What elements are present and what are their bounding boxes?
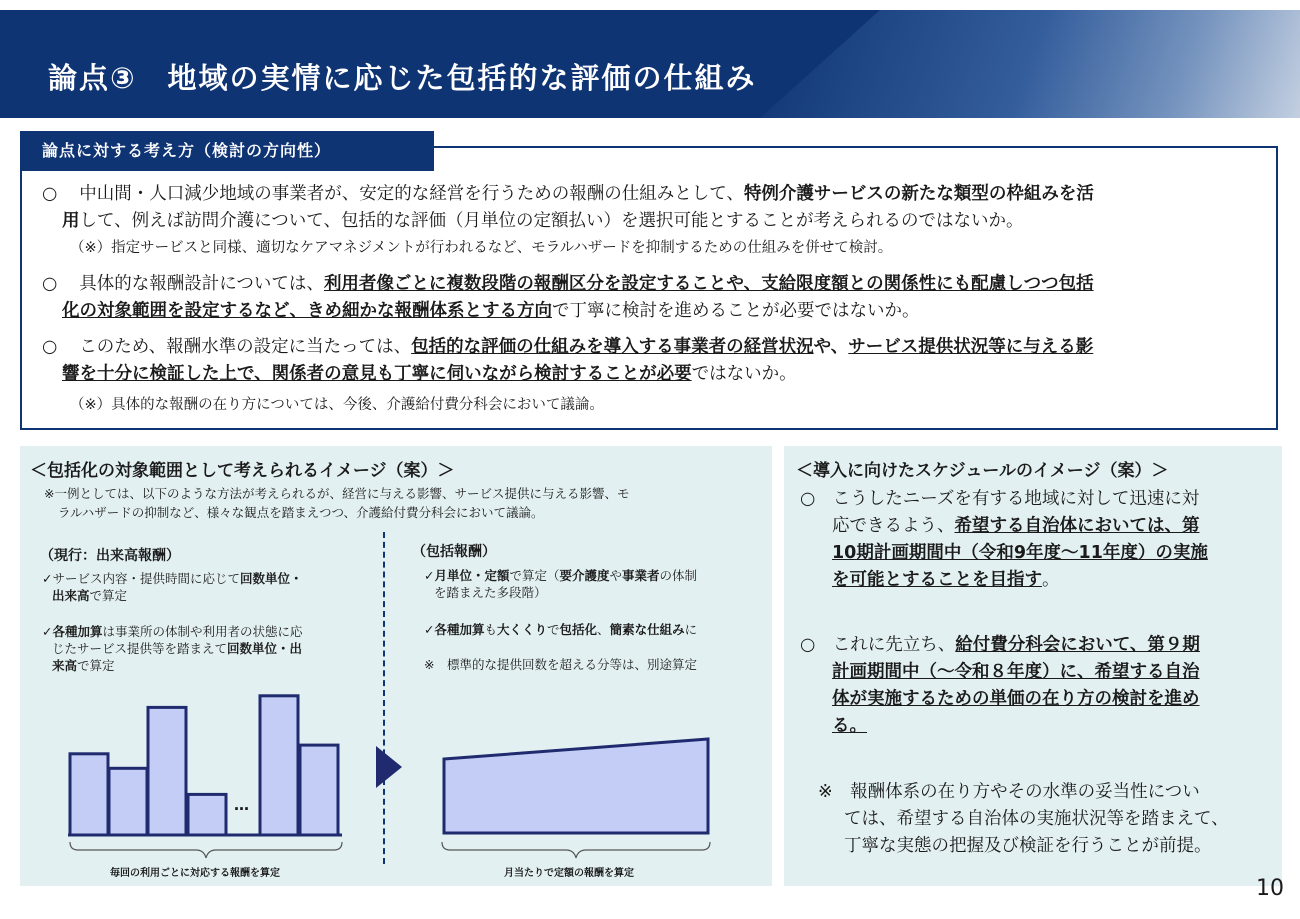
schedule-1-line-4: を可能とすることを目指す。 — [832, 570, 1060, 590]
schedule-3-line-1: ※ 報酬体系の在り方やその水準の妥当性につい — [818, 782, 1200, 802]
schedule-3-line-3: 丁寧な実態の把握及び検証を行うことが前提。 — [844, 836, 1212, 856]
schedule-3-line-2: ては、希望する自治体の実施状況等を踏まえて、 — [844, 809, 1229, 829]
schedule-1-line-1: ○ こうしたニーズを有する地域に対して迅速に対 — [800, 489, 1200, 509]
point-3-note: （※）具体的な報酬の在り方については、今後、介護給付費分科会において議論。 — [70, 397, 604, 413]
monthly-brace — [440, 840, 712, 862]
current-item-2-line-2: じたサービス提供等を踏まえて回数単位・出 — [52, 641, 303, 656]
schedule-1-line-3: 10期計画期間中（令和9年度～11年度）の実施 — [832, 543, 1208, 563]
fixed-fee-block — [444, 739, 708, 833]
transition-arrow-icon — [376, 746, 402, 788]
current-item-2-line-3: 来高で算定 — [52, 658, 115, 673]
current-model-heading: （現行：出来高報酬） — [40, 548, 180, 564]
point-2-line-1: ○ 具体的な報酬設計については、利用者像ごとに複数段階の報酬区分を設定することや、支給限度額との関係性にも配慮しつつ包括 — [42, 274, 1094, 294]
scope-panel-title: ＜包括化の対象範囲として考えられるイメージ（案）＞ — [30, 461, 455, 481]
bundled-item-1-line-2: を踏まえた多段階） — [434, 585, 547, 600]
point-3-line-2: 響を十分に検証した上で、関係者の意見も丁寧に伺いながら検討することが必要ではないか。 — [62, 364, 797, 384]
point-1-line-2: 用して、例えば訪問介護について、包括的な評価（月単位の定額払い）を選択可能とすることが考えられるのではないか。 — [62, 211, 1024, 231]
point-2-line-2: 化の対象範囲を設定するなど、きめ細かな報酬体系とする方向で丁寧に検討を進めることが必要ではないか。 — [62, 301, 920, 321]
per-use-bar — [260, 696, 298, 835]
bundled-item-2: ✓各種加算も大くくりで包括化、簡素な仕組みに — [424, 622, 698, 637]
point-1-line-1: ○ 中山間・人口減少地域の事業者が、安定的な経営を行うための報酬の仕組みとして、特例介護サービスの新たな類型の枠組みを活 — [42, 184, 1094, 204]
per-use-bar — [188, 794, 226, 835]
per-use-brace — [68, 840, 344, 862]
per-use-bar — [70, 754, 108, 835]
per-use-bar — [109, 768, 147, 835]
scope-note-line-1: ※一例としては、以下のような方法が考えられるが、経営に与える影響、サービス提供に与える影響、モ — [44, 486, 630, 501]
scope-note-line-2: ラルハザードの抑制など、様々な観点を踏まえつつ、介護給付費分科会において議論。 — [58, 505, 544, 520]
bundled-model-heading: （包括報酬） — [412, 544, 496, 560]
arrow-triangle — [376, 746, 402, 788]
schedule-2-line-2: 計画期間中（～令和８年度）に、希望する自治 — [832, 662, 1200, 682]
monthly-caption: 月当たりで定額の報酬を算定 — [504, 868, 634, 879]
bundled-item-3: ※ 標準的な提供回数を超える分等は、別途算定 — [424, 657, 697, 672]
discussion-tab-label: 論点に対する考え方（検討の方向性） — [20, 131, 434, 171]
per-use-caption: 毎回の利用ごとに対応する報酬を算定 — [110, 868, 280, 879]
bundled-item-1-line-1: ✓月単位・定額で算定（要介護度や事業者の体制 — [424, 568, 698, 583]
page-title: 論点③ 地域の実情に応じた包括的な評価の仕組み — [48, 61, 757, 95]
current-item-1-line-1: ✓サービス内容・提供時間に応じて回数単位・ — [42, 571, 303, 586]
point-1-note: （※）指定サービスと同様、適切なケアマネジメントが行われるなど、モラルハザードを抑制するための仕組みを併せて検討。 — [70, 240, 893, 256]
schedule-panel-title: ＜導入に向けたスケジュールのイメージ（案）＞ — [796, 461, 1169, 481]
point-3-line-1: ○ このため、報酬水準の設定に当たっては、包括的な評価の仕組みを導入する事業者の経営状況や、サービス提供状況等に与える影 — [42, 337, 1094, 357]
schedule-2-line-3: 体が実施するための単価の在り方の検討を進め — [832, 689, 1200, 709]
monthly-fixed-fee-illustration — [442, 737, 712, 837]
per-use-bar — [148, 707, 186, 835]
schedule-2-line-4: る。 — [832, 716, 867, 736]
per-use-bar — [300, 745, 338, 835]
schedule-1-line-2: 応できるよう、希望する自治体においては、第 — [832, 516, 1200, 536]
current-item-2-line-1: ✓各種加算は事業所の体制や利用者の状態に応 — [42, 624, 303, 639]
page-number: 10 — [1256, 876, 1284, 901]
bar-ellipsis: … — [234, 796, 249, 814]
current-item-1-line-2: 出来高で算定 — [52, 588, 128, 603]
schedule-2-line-1: ○ これに先立ち、給付費分科会において、第９期 — [800, 635, 1200, 655]
